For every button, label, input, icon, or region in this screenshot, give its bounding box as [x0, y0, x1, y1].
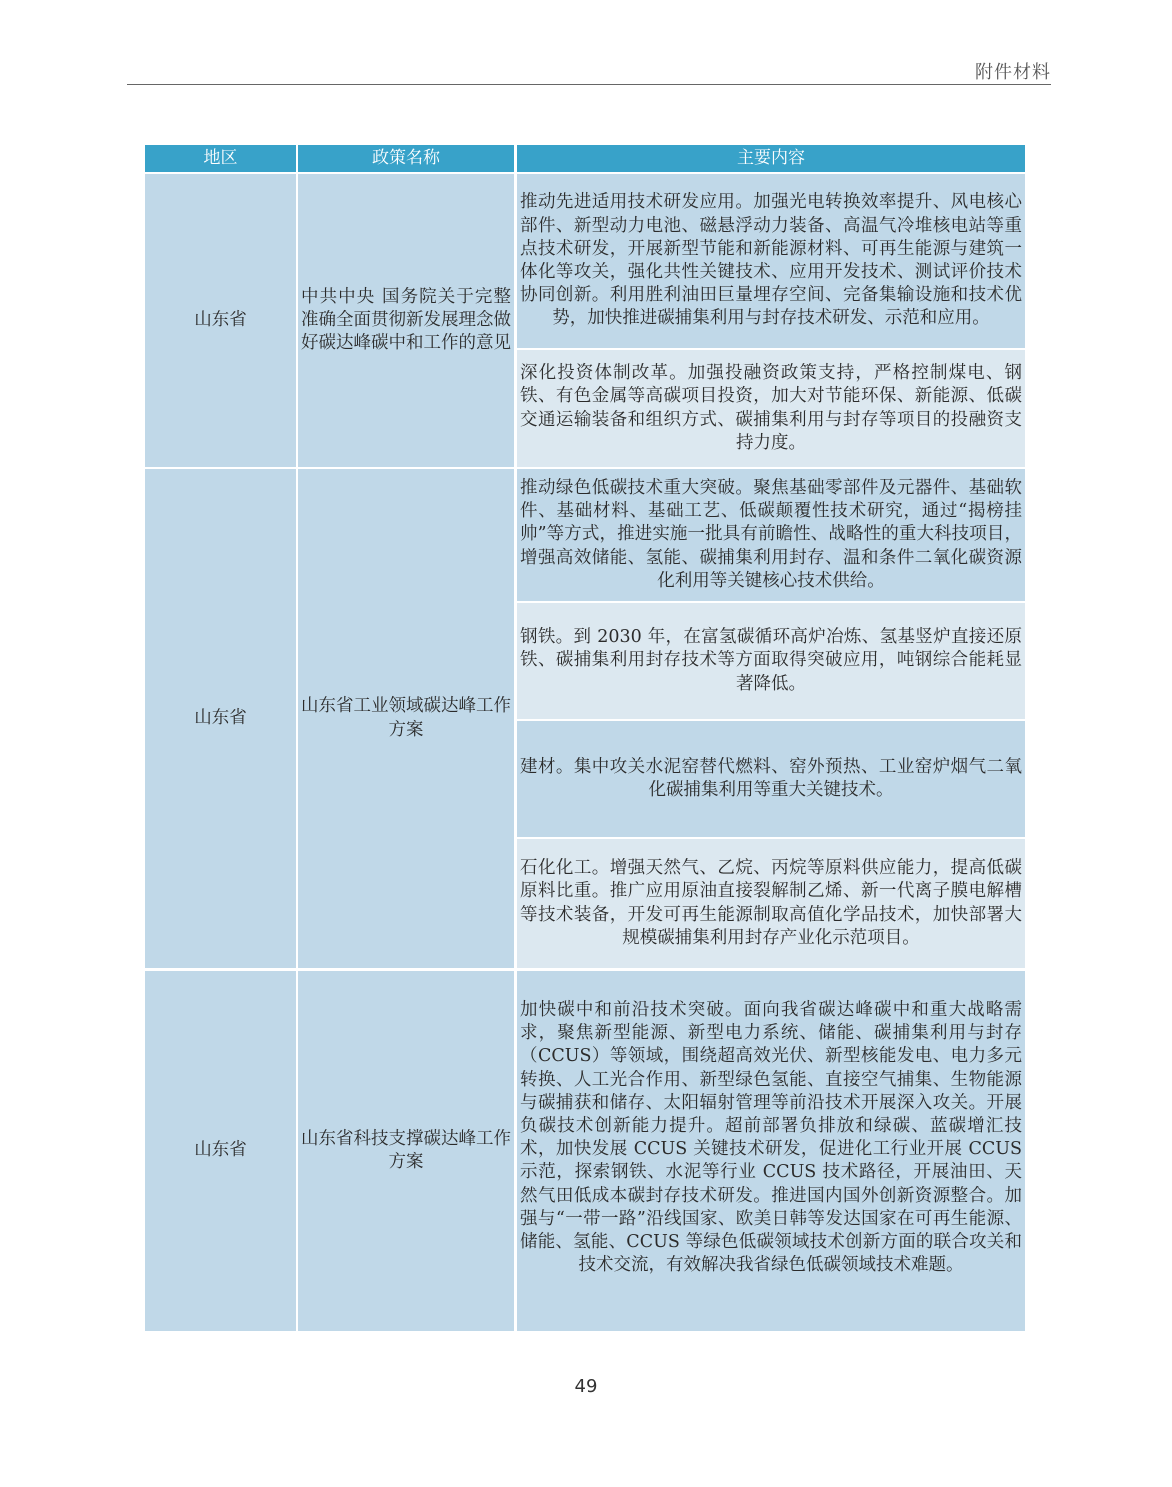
page-number: 49	[574, 1376, 598, 1397]
content-text: 钢铁。到 2030 年，在富氢碳循环高炉冶炼、氢基竖炉直接还原铁、碳捕集利用封存技术等方面取得突破应用，吨钢综合能耗显著降低。	[520, 627, 1022, 694]
header-policy-name: 政策名称	[298, 145, 514, 172]
table-row-content	[517, 839, 1025, 968]
table-row-region: 山东省	[145, 971, 296, 1331]
content-text: 建材。集中攻关水泥窑替代燃料、窑外预热、工业窑炉烟气二氧化碳捕集利用等重大关键技术。	[520, 756, 1022, 800]
table-row-content	[517, 174, 1025, 348]
policy-name-text: 山东省科技支撑碳达峰工作方案	[301, 1128, 511, 1172]
table-row-content	[517, 469, 1025, 601]
policy-name-text: 山东省工业领域碳达峰工作方案	[301, 696, 511, 740]
content-text: 加快碳中和前沿技术突破。面向我省碳达峰碳中和重大战略需求，聚焦新型能源、新型电力系统、储能、碳捕集利用与封存（CCUS）等领域，围绕超高效光伏、新型核能发电、电力多元转换、人工光合作用、新型绿色氢能、直接空气捕集、生物能源与碳捕获和储存、太阳辐射管理等前沿技术开展深入攻关。开展负碳技术创新能力提升。超前部署负排放和绿碳、蓝碳增汇技术，加快发展 CCUS 关键技术研发，促进化工行业开展 CCUS 示范，探索钢铁、水泥等行业 CCUS 技术路径，开展油田、天然气田低成本碳封存技术研发。推进国内国外创新资源整合。加强与“一带一路”沿线国家、欧美日韩等发达国家在可再生能源、储能、氢能、CCUS 等绿色低碳领域技术创新方面的联合攻关和技术交流，有效解决我省绿色低碳领域技术难题。	[520, 1000, 1022, 1276]
running-head-title: 附件材料	[975, 62, 1051, 83]
policy-name-text: 中共中央 国务院关于完整准确全面贯彻新发展理念做好碳达峰碳中和工作的意见	[301, 286, 511, 354]
table-row-content	[517, 721, 1025, 837]
header-region: 地区	[145, 145, 296, 172]
table-row-policy	[298, 971, 514, 1331]
table-row-region: 山东省	[145, 174, 296, 467]
content-text: 石化化工。增强天然气、乙烷、丙烷等原料供应能力，提高低碳原料比重。推广应用原油直接裂解制乙烯、新一代离子膜电解槽等技术装备，开发可再生能源制取高值化学品技术，加快部署大规模碳捕集利用封存产业化示范项目。	[520, 858, 1022, 948]
running-head	[127, 56, 1051, 85]
table-row-policy	[298, 174, 514, 467]
table-row-policy	[298, 469, 514, 968]
content-text: 推动绿色低碳技术重大突破。聚焦基础零部件及元器件、基础软件、基础材料、基础工艺、低碳颠覆性技术研究，通过“揭榜挂帅”等方式，推进实施一批具有前瞻性、战略性的重大科技项目，增强高效储能、氢能、碳捕集利用封存、温和条件二氧化碳资源化利用等关键核心技术供给。	[520, 477, 1022, 591]
table-row-content	[517, 971, 1025, 1331]
content-text: 深化投资体制改革。加强投融资政策支持，严格控制煤电、钢铁、有色金属等高碳项目投资，加大对节能环保、新能源、低碳交通运输装备和组织方式、碳捕集利用与封存等项目的投融资支持力度。	[520, 363, 1022, 453]
table-row-region: 山东省	[145, 469, 296, 968]
table-row-content	[517, 603, 1025, 719]
table-row-content	[517, 350, 1025, 467]
content-text: 推动先进适用技术研发应用。加强光电转换效率提升、风电核心部件、新型动力电池、磁悬浮动力装备、高温气冷堆核电站等重点技术研发，开展新型节能和新能源材料、可再生能源与建筑一体化等攻关，强化共性关键技术、应用开发技术、测试评价技术协同创新。利用胜利油田巨量埋存空间、完备集输设施和技术优势，加快推进碳捕集利用与封存技术研发、示范和应用。	[520, 192, 1022, 329]
header-main-content: 主要内容	[517, 145, 1025, 172]
